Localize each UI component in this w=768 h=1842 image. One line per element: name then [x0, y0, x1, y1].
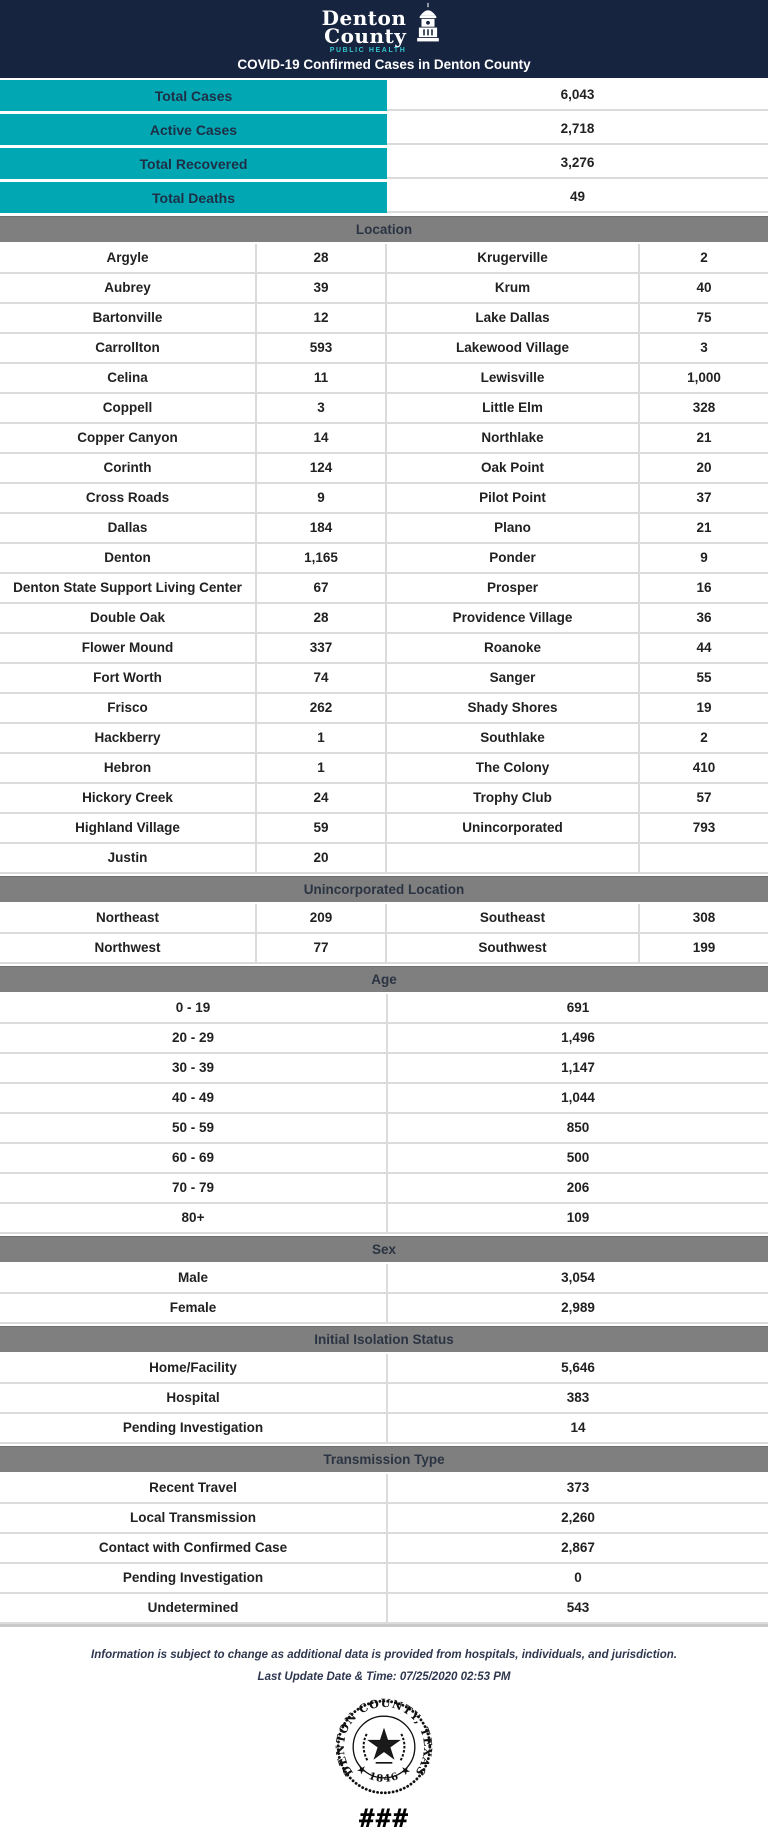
- location-name-right: Roanoke: [385, 634, 638, 662]
- location-name-right: Northlake: [385, 424, 638, 452]
- location-name-right: Southlake: [385, 724, 638, 752]
- logo-line3: PUBLIC HEALTH: [329, 47, 407, 54]
- location-name-left: Denton: [104, 549, 151, 565]
- location-name-right: Oak Point: [385, 454, 638, 482]
- location-name-left: Dallas: [107, 519, 148, 535]
- summary-row: [0, 114, 768, 145]
- location-count-right: 2: [638, 244, 768, 272]
- courthouse-tower-icon: [410, 2, 446, 59]
- section-header-location: Location: [0, 216, 768, 242]
- location-name-left: Hickory Creek: [82, 789, 173, 805]
- summary-value: 3,276: [387, 148, 768, 179]
- location-count-left: 184: [255, 514, 385, 542]
- location-name-left: Argyle: [106, 249, 149, 265]
- category-label: 50 - 59: [171, 1119, 215, 1135]
- location-name-left: Double Oak: [89, 609, 165, 625]
- location-name-right: [385, 844, 638, 872]
- location-name-left: Cross Roads: [85, 489, 170, 505]
- category-value: 2,989: [386, 1294, 768, 1322]
- category-label: 70 - 79: [171, 1179, 215, 1195]
- location-count-left: 59: [255, 814, 385, 842]
- page-header: [0, 0, 768, 78]
- summary-label: Total Cases: [0, 80, 387, 111]
- location-name-right: Lake Dallas: [385, 304, 638, 332]
- location-count-left: 3: [255, 394, 385, 422]
- location-name-right: Prosper: [385, 574, 638, 602]
- location-count-left: 39: [255, 274, 385, 302]
- sex-table: [0, 1264, 768, 1324]
- location-name-right: Sanger: [385, 664, 638, 692]
- category-value: 691: [386, 994, 768, 1022]
- category-label: Contact with Confirmed Case: [98, 1539, 288, 1555]
- category-value: 0: [386, 1564, 768, 1592]
- category-value: 1,496: [386, 1024, 768, 1052]
- category-value: 206: [386, 1174, 768, 1202]
- location-name-right: Krum: [385, 274, 638, 302]
- summary-table: [0, 78, 768, 213]
- table-row: [0, 544, 768, 574]
- table-row: [0, 1594, 768, 1624]
- table-row: [0, 1384, 768, 1414]
- location-count-left: 209: [255, 904, 385, 932]
- category-value: 14: [386, 1414, 768, 1442]
- table-row: [0, 304, 768, 334]
- table-row: [0, 634, 768, 664]
- category-value: 373: [386, 1474, 768, 1502]
- logo-line2: County: [324, 24, 407, 48]
- summary-row: [0, 182, 768, 213]
- table-row: [0, 1144, 768, 1174]
- table-row: [0, 754, 768, 784]
- location-count-right: 37: [638, 484, 768, 512]
- table-row: [0, 274, 768, 304]
- location-count-left: 12: [255, 304, 385, 332]
- category-label: 40 - 49: [171, 1089, 215, 1105]
- location-count-right: 40: [638, 274, 768, 302]
- location-name-right: Lewisville: [385, 364, 638, 392]
- location-table: [0, 244, 768, 874]
- summary-value: 6,043: [387, 80, 768, 111]
- table-row: [0, 784, 768, 814]
- location-name-left: Aubrey: [104, 279, 151, 295]
- location-count-right: 20: [638, 454, 768, 482]
- location-count-left: 28: [255, 244, 385, 272]
- summary-value: 49: [387, 182, 768, 213]
- page-footer: [0, 1645, 768, 1842]
- table-row: [0, 364, 768, 394]
- location-name-right: Little Elm: [385, 394, 638, 422]
- section-header-age: Age: [0, 966, 768, 992]
- location-name-left: Denton State Support Living Center: [13, 579, 242, 595]
- category-label: Pending Investigation: [122, 1419, 264, 1435]
- category-value: 109: [386, 1204, 768, 1232]
- location-name-right: Southwest: [385, 934, 638, 962]
- location-count-left: 1: [255, 754, 385, 782]
- category-value: 1,044: [386, 1084, 768, 1112]
- location-name-right: Southeast: [385, 904, 638, 932]
- table-row: [0, 904, 768, 934]
- transmission-table: [0, 1474, 768, 1627]
- location-count-right: 9: [638, 544, 768, 572]
- location-count-right: 3: [638, 334, 768, 362]
- location-name-right: Shady Shores: [385, 694, 638, 722]
- location-count-right: 21: [638, 424, 768, 452]
- page-title: COVID-19 Confirmed Cases in Denton County: [237, 57, 531, 72]
- summary-value: 2,718: [387, 114, 768, 145]
- table-row: [0, 1474, 768, 1504]
- table-row: [0, 1054, 768, 1084]
- table-row: [0, 1204, 768, 1234]
- category-value: 543: [386, 1594, 768, 1622]
- table-row: [0, 994, 768, 1024]
- denton-county-logo: [322, 2, 447, 54]
- location-name-right: Krugerville: [385, 244, 638, 272]
- table-row: [0, 334, 768, 364]
- location-name-right: Lakewood Village: [385, 334, 638, 362]
- summary-row: [0, 148, 768, 179]
- unincorporated-table: [0, 904, 768, 964]
- location-count-left: 24: [255, 784, 385, 812]
- category-label: Pending Investigation: [122, 1569, 264, 1585]
- category-label: 0 - 19: [175, 999, 211, 1015]
- category-label: 80+: [181, 1209, 205, 1225]
- logo-line1: Denton: [321, 6, 407, 30]
- table-row: [0, 454, 768, 484]
- location-count-left: 67: [255, 574, 385, 602]
- isolation-table: [0, 1354, 768, 1444]
- location-count-right: 19: [638, 694, 768, 722]
- location-count-left: 77: [255, 934, 385, 962]
- location-count-right: 308: [638, 904, 768, 932]
- location-count-left: 124: [255, 454, 385, 482]
- category-value: 500: [386, 1144, 768, 1172]
- denton-county-seal-icon: [334, 1697, 434, 1802]
- table-row: [0, 574, 768, 604]
- location-count-left: 1,165: [255, 544, 385, 572]
- location-name-right: Plano: [385, 514, 638, 542]
- category-label: Local Transmission: [129, 1509, 257, 1525]
- table-row: [0, 484, 768, 514]
- location-name-left: Bartonville: [92, 309, 163, 325]
- location-count-left: 9: [255, 484, 385, 512]
- location-name-right: Providence Village: [385, 604, 638, 632]
- category-label: 60 - 69: [171, 1149, 215, 1165]
- table-row: [0, 1294, 768, 1324]
- location-name-right: Ponder: [385, 544, 638, 572]
- table-row: [0, 694, 768, 724]
- location-count-left: 337: [255, 634, 385, 662]
- disclaimer-text: Information is subject to change as additional data is provided from hospitals, individuals, and jurisdiction.: [91, 1649, 677, 1661]
- location-count-right: 16: [638, 574, 768, 602]
- table-row: [0, 664, 768, 694]
- table-row: [0, 1414, 768, 1444]
- category-label: Recent Travel: [149, 1479, 237, 1495]
- category-value: 2,867: [386, 1534, 768, 1562]
- table-row: [0, 424, 768, 454]
- location-name-left: Hackberry: [94, 729, 161, 745]
- location-name-left: Frisco: [107, 699, 148, 715]
- location-count-right: 75: [638, 304, 768, 332]
- location-count-left: 1: [255, 724, 385, 752]
- location-count-right: 55: [638, 664, 768, 692]
- location-count-right: 328: [638, 394, 768, 422]
- category-label: Male: [177, 1269, 208, 1285]
- end-mark: ###: [359, 1803, 409, 1834]
- svg-text:★ 1846 ★: ★ 1846 ★: [354, 1762, 414, 1785]
- location-name-left: Flower Mound: [81, 639, 174, 655]
- location-count-right: 793: [638, 814, 768, 842]
- table-row: [0, 394, 768, 424]
- location-count-left: 262: [255, 694, 385, 722]
- summary-label: Active Cases: [0, 114, 387, 145]
- table-row: [0, 604, 768, 634]
- location-count-right: 57: [638, 784, 768, 812]
- table-row: [0, 844, 768, 874]
- location-count-right: 44: [638, 634, 768, 662]
- location-count-left: 28: [255, 604, 385, 632]
- summary-row: [0, 80, 768, 111]
- location-name-right: The Colony: [385, 754, 638, 782]
- table-row: [0, 1534, 768, 1564]
- location-name-left: Celina: [107, 369, 148, 385]
- last-update-text: Last Update Date & Time: 07/25/2020 02:53 PM: [257, 1670, 511, 1683]
- table-row: [0, 724, 768, 754]
- location-name-left: Hebron: [103, 759, 152, 775]
- location-count-right: 1,000: [638, 364, 768, 392]
- location-name-left: Carrollton: [95, 339, 160, 355]
- table-row: [0, 1564, 768, 1594]
- location-name-left: Justin: [107, 849, 148, 865]
- location-count-right: 2: [638, 724, 768, 752]
- location-count-left: 14: [255, 424, 385, 452]
- location-name-left: Fort Worth: [93, 669, 162, 685]
- age-table: [0, 994, 768, 1234]
- location-name-left: Northwest: [94, 939, 161, 955]
- category-label: Female: [169, 1299, 217, 1315]
- location-count-left: 11: [255, 364, 385, 392]
- table-row: [0, 514, 768, 544]
- category-label: 20 - 29: [171, 1029, 215, 1045]
- location-count-right: 410: [638, 754, 768, 782]
- location-count-left: 74: [255, 664, 385, 692]
- category-value: 850: [386, 1114, 768, 1142]
- category-value: 3,054: [386, 1264, 768, 1292]
- category-label: Hospital: [166, 1389, 220, 1405]
- table-row: [0, 814, 768, 844]
- table-row: [0, 1354, 768, 1384]
- location-name-right: Trophy Club: [385, 784, 638, 812]
- category-value: 2,260: [386, 1504, 768, 1532]
- category-value: 1,147: [386, 1054, 768, 1082]
- location-count-right: 199: [638, 934, 768, 962]
- table-row: [0, 1084, 768, 1114]
- section-header-sex: Sex: [0, 1236, 768, 1262]
- category-label: Undetermined: [147, 1599, 239, 1615]
- table-row: [0, 934, 768, 964]
- table-row: [0, 1174, 768, 1204]
- table-row: [0, 1264, 768, 1294]
- svg-text:DENTON COUNTY, TEXAS: DENTON COUNTY, TEXAS: [334, 1696, 434, 1779]
- category-label: 30 - 39: [171, 1059, 215, 1075]
- location-name-left: Copper Canyon: [77, 429, 178, 445]
- section-header-transmission: Transmission Type: [0, 1446, 768, 1472]
- summary-label: Total Deaths: [0, 182, 387, 213]
- location-count-left: 593: [255, 334, 385, 362]
- location-count-right: 21: [638, 514, 768, 542]
- table-row: [0, 1024, 768, 1054]
- table-row: [0, 244, 768, 274]
- category-value: 383: [386, 1384, 768, 1412]
- location-name-left: Northeast: [95, 909, 159, 925]
- section-header-isolation: Initial Isolation Status: [0, 1326, 768, 1352]
- location-name-right: Unincorporated: [385, 814, 638, 842]
- location-count-right: 36: [638, 604, 768, 632]
- location-name-left: Highland Village: [75, 819, 180, 835]
- location-name-right: Pilot Point: [385, 484, 638, 512]
- category-value: 5,646: [386, 1354, 768, 1382]
- category-label: Home/Facility: [149, 1359, 237, 1375]
- location-count-left: 20: [255, 844, 385, 872]
- location-name-left: Coppell: [102, 399, 153, 415]
- table-row: [0, 1504, 768, 1534]
- location-name-left: Corinth: [103, 459, 152, 475]
- section-header-unincorporated: Unincorporated Location: [0, 876, 768, 902]
- summary-label: Total Recovered: [0, 148, 387, 179]
- location-count-right: [638, 844, 768, 872]
- table-row: [0, 1114, 768, 1144]
